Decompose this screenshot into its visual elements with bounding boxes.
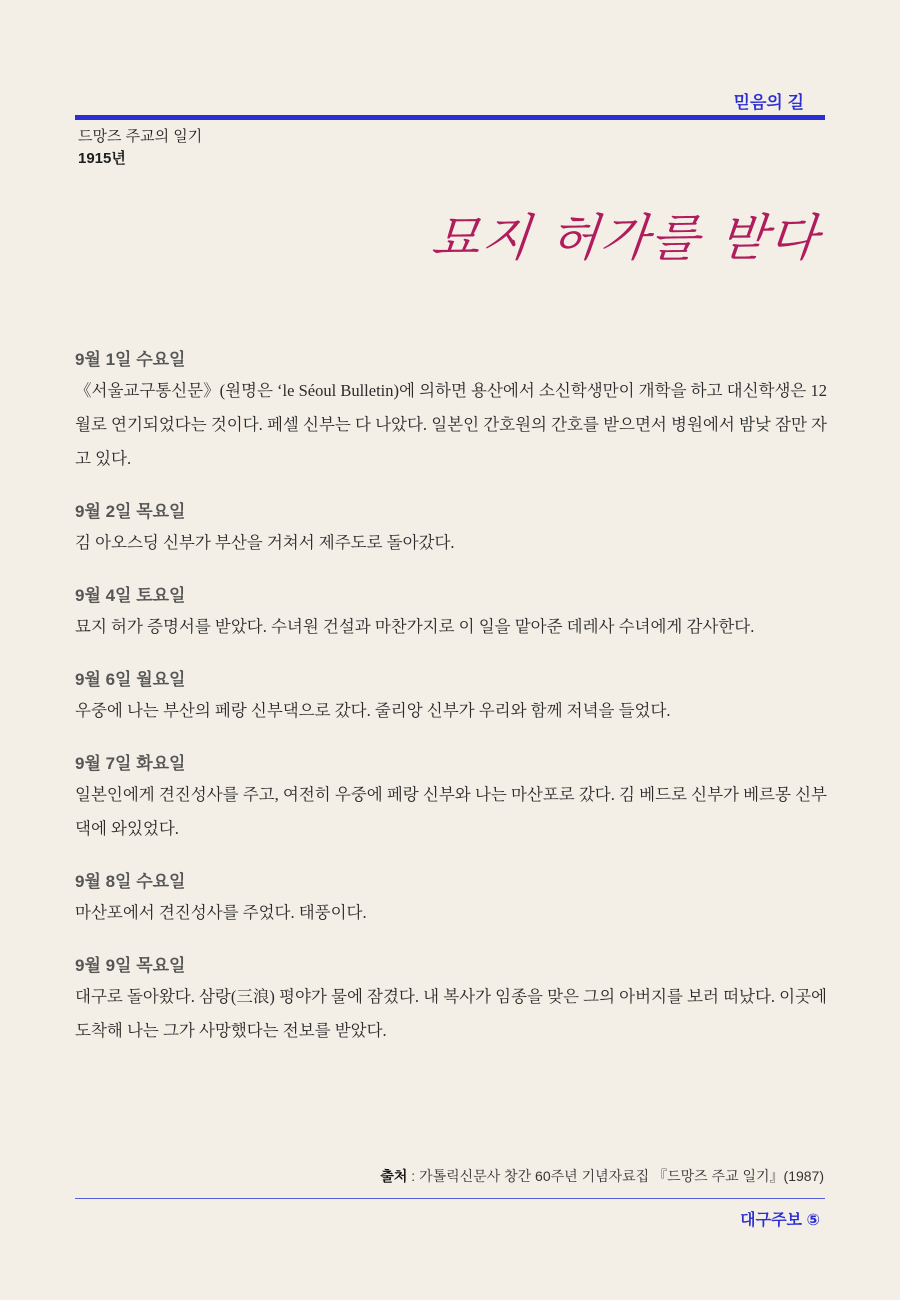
diary-entry <box>75 749 827 846</box>
diary-entry <box>75 951 827 1048</box>
entry-text: 우중에 나는 부산의 페랑 신부댁으로 갔다. 줄리앙 신부가 우리와 함께 저녁을 들었다. <box>75 701 671 720</box>
entry-text: 《서울교구통신문》(원명은 ‘le Séoul Bulletin)에 의하면 용산에서 소신학생만이 개학을 하고 대신학생은 12월로 연기되었다는 것이다. 페셀 신부는 다 나았다. 일본인 간호원의 간호를 받으면서 병원에서 밤낮 잠만 자고 있다. <box>75 381 827 468</box>
source-text: : 가톨릭신문사 창간 60주년 기념자료집 『드망즈 주교 일기』(1987) <box>407 1168 824 1184</box>
entry-text: 묘지 허가 증명서를 받았다. 수녀원 건설과 마찬가지로 이 일을 맡아준 데레사 수녀에게 감사한다. <box>75 617 755 636</box>
entry-date: 9월 4일 토요일 <box>75 586 186 605</box>
entry-date: 9월 9일 목요일 <box>75 956 186 975</box>
diary-entry <box>75 665 827 728</box>
section-label: 믿음의 길 <box>733 93 804 112</box>
publication-footer: 대구주보 ⑤ <box>740 1212 820 1229</box>
series-title: 드망즈 주교의 일기 <box>78 128 203 145</box>
entry-text: 일본인에게 견진성사를 주고, 여전히 우중에 페랑 신부와 나는 마산포로 갔다. 김 베드로 신부가 베르몽 신부댁에 와있었다. <box>75 785 827 838</box>
series-header <box>78 126 202 170</box>
page-title: 묘지 허가를 받다 <box>428 209 823 267</box>
diary-entry <box>75 345 827 476</box>
entry-text: 대구로 돌아왔다. 삼랑(三浪) 평야가 물에 잠겼다. 내 복사가 임종을 맞은 그의 아버지를 보러 떠났다. 이곳에 도착해 나는 그가 사망했다는 전보를 받았다. <box>75 987 827 1040</box>
source-citation <box>380 1166 824 1186</box>
entry-text: 김 아오스딩 신부가 부산을 거쳐서 제주도로 돌아갔다. <box>75 533 455 552</box>
entry-text: 마산포에서 견진성사를 주었다. 태풍이다. <box>75 903 367 922</box>
entry-date: 9월 6일 월요일 <box>75 670 186 689</box>
entry-date: 9월 2일 목요일 <box>75 502 186 521</box>
top-divider <box>75 115 825 120</box>
series-year: 1915년 <box>78 150 126 167</box>
bottom-divider <box>75 1198 825 1199</box>
source-label: 출처 <box>380 1168 408 1184</box>
diary-entry <box>75 581 827 644</box>
diary-entries <box>75 345 827 1069</box>
diary-entry <box>75 497 827 560</box>
diary-entry <box>75 867 827 930</box>
entry-date: 9월 7일 화요일 <box>75 754 186 773</box>
entry-date: 9월 8일 수요일 <box>75 872 186 891</box>
entry-date: 9월 1일 수요일 <box>75 350 186 369</box>
